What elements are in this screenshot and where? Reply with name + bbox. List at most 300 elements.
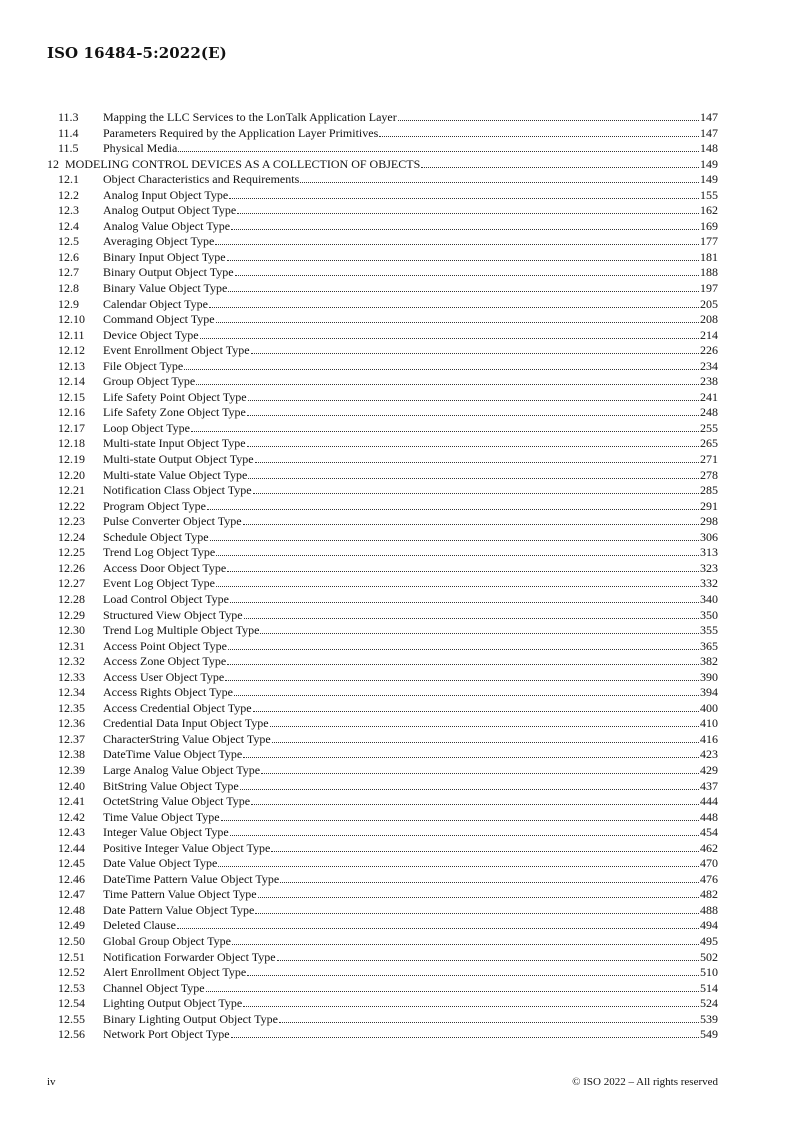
- toc-entry[interactable]: [47, 250, 718, 266]
- toc-dot-leader: [191, 422, 699, 432]
- toc-dot-leader: [253, 484, 699, 494]
- toc-entry-page: 416: [700, 731, 718, 746]
- page-number: iv: [47, 1076, 56, 1088]
- toc-entry[interactable]: [47, 561, 718, 577]
- toc-entry-number: 12: [47, 156, 59, 171]
- toc-dot-leader: [216, 577, 699, 587]
- toc-dot-leader: [216, 313, 699, 323]
- toc-dot-leader: [228, 640, 699, 650]
- toc-entry[interactable]: [47, 141, 718, 157]
- toc-entry-title: Life Safety Point Object Type: [103, 389, 247, 404]
- toc-entry-title: Binary Input Object Type: [103, 249, 226, 264]
- toc-dot-leader: [260, 624, 699, 634]
- toc-entry-page: 400: [700, 700, 718, 715]
- toc-dot-leader: [231, 220, 699, 230]
- toc-dot-leader: [227, 251, 699, 261]
- toc-entry-title: Averaging Object Type: [103, 234, 215, 249]
- toc-entry-number: 12.46: [58, 871, 85, 886]
- toc-entry-page: 470: [700, 856, 718, 871]
- toc-dot-leader: [261, 764, 699, 774]
- toc-entry-title: Notification Forwarder Object Type: [103, 949, 276, 964]
- toc-entry-number: 12.39: [58, 762, 85, 777]
- toc-entry-number: 12.55: [58, 1011, 85, 1026]
- toc-entry-number: 12.7: [58, 265, 79, 280]
- toc-entry-page: 278: [700, 467, 718, 482]
- toc-dot-leader: [247, 966, 699, 976]
- toc-entry-number: 12.2: [58, 187, 79, 202]
- toc-entry-page: 355: [700, 623, 718, 638]
- toc-entry-page: 494: [700, 918, 718, 933]
- toc-entry-page: 147: [700, 110, 718, 124]
- toc-entry-page: 444: [700, 794, 718, 809]
- toc-entry-title: Large Analog Value Object Type: [103, 762, 261, 777]
- toc-entry[interactable]: [47, 608, 718, 624]
- toc-entry-number: 12.9: [58, 296, 79, 311]
- toc-entry-page: 255: [700, 420, 718, 435]
- toc-entry-title: Access Door Object Type: [103, 560, 227, 575]
- toc-entry-number: 12.47: [58, 887, 85, 902]
- toc-dot-leader: [200, 329, 699, 339]
- toc-entry-page: 181: [700, 249, 718, 264]
- toc-entry[interactable]: [47, 281, 718, 297]
- toc-entry-page: 313: [700, 545, 718, 560]
- toc-entry-title: Deleted Clause: [103, 918, 176, 933]
- toc-entry-number: 12.6: [58, 249, 79, 264]
- toc-dot-leader: [206, 982, 699, 992]
- toc-entry-page: 241: [700, 389, 718, 404]
- toc-dot-leader: [248, 469, 699, 479]
- toc-entry-number: 12.35: [58, 700, 85, 715]
- toc-entry[interactable]: [47, 732, 718, 748]
- toc-entry-title: Trend Log Object Type: [103, 545, 216, 560]
- toc-entry-number: 12.24: [58, 529, 85, 544]
- toc-entry[interactable]: [47, 328, 718, 344]
- toc-entry-title: Date Value Object Type: [103, 856, 218, 871]
- toc-entry-title: Network Port Object Type: [103, 1027, 230, 1042]
- toc-entry-title: Device Object Type: [103, 327, 199, 342]
- toc-entry[interactable]: [47, 934, 718, 950]
- toc-entry[interactable]: [47, 483, 718, 499]
- toc-entry-number: 12.16: [58, 405, 85, 420]
- toc-dot-leader: [253, 702, 699, 712]
- toc-entry-title: Positive Integer Value Object Type: [103, 840, 271, 855]
- toc-entry-page: 365: [700, 638, 718, 653]
- toc-entry-number: 12.11: [58, 327, 85, 342]
- toc-entry-number: 12.50: [58, 933, 85, 948]
- toc-entry-page: 265: [700, 436, 718, 451]
- toc-entry-number: 12.48: [58, 902, 85, 917]
- toc-entry-number: 12.33: [58, 669, 85, 684]
- toc-entry-title: Multi-state Output Object Type: [103, 452, 254, 467]
- toc-entry[interactable]: [47, 670, 718, 686]
- toc-entry[interactable]: [47, 545, 718, 561]
- toc-dot-leader: [177, 919, 699, 929]
- toc-entry-number: 12.32: [58, 654, 85, 669]
- toc-entry[interactable]: [47, 452, 718, 468]
- toc-entry-page: 437: [700, 778, 718, 793]
- toc-dot-leader: [232, 935, 699, 945]
- toc-entry-title: Object Characteristics and Requirements: [103, 172, 300, 187]
- toc-dot-leader: [221, 811, 699, 821]
- toc-entry-number: 12.14: [58, 374, 85, 389]
- toc-dot-leader: [230, 826, 699, 836]
- toc-entry-page: 208: [700, 312, 718, 327]
- toc-entry-page: 332: [700, 576, 718, 591]
- toc-entry[interactable]: [47, 639, 718, 655]
- toc-entry[interactable]: [47, 872, 718, 888]
- toc-entry-title: Load Control Object Type: [103, 591, 229, 606]
- toc-entry-number: 12.27: [58, 576, 85, 591]
- toc-entry[interactable]: [47, 794, 718, 810]
- toc-entry[interactable]: [47, 996, 718, 1012]
- toc-dot-leader: [258, 888, 699, 898]
- toc-dot-leader: [247, 437, 699, 447]
- toc-dot-leader: [300, 173, 699, 183]
- toc-dot-leader: [237, 204, 699, 214]
- toc-entry-title: Time Value Object Type: [103, 809, 220, 824]
- toc-dot-leader: [255, 453, 699, 463]
- toc-entry-number: 12.18: [58, 436, 85, 451]
- toc-entry[interactable]: [47, 623, 718, 639]
- toc-entry[interactable]: [47, 856, 718, 872]
- toc-entry-page: 188: [700, 265, 718, 280]
- toc-entry-title: Multi-state Input Object Type: [103, 436, 246, 451]
- toc-entry-number: 12.29: [58, 607, 85, 622]
- toc-entry-page: 510: [700, 965, 718, 980]
- toc-entry-number: 12.44: [58, 840, 85, 855]
- toc-entry-number: 12.49: [58, 918, 85, 933]
- toc-entry[interactable]: [47, 981, 718, 997]
- toc-entry-title: DateTime Value Object Type: [103, 747, 243, 762]
- toc-entry-page: 177: [700, 234, 718, 249]
- toc-entry-page: 514: [700, 980, 718, 995]
- toc-entry[interactable]: [47, 126, 718, 142]
- toc-entry-page: 476: [700, 871, 718, 886]
- toc-entry-title: Mapping the LLC Services to the LonTalk Application Layer: [103, 110, 397, 124]
- toc-entry[interactable]: [47, 841, 718, 857]
- toc-entry[interactable]: [47, 172, 718, 188]
- toc-entry-number: 12.41: [58, 794, 85, 809]
- toc-entry-number: 12.30: [58, 623, 85, 638]
- toc-entry[interactable]: [47, 887, 718, 903]
- toc-entry-title: Integer Value Object Type: [103, 825, 229, 840]
- toc-entry[interactable]: [47, 219, 718, 235]
- toc-entry-title: Analog Value Object Type: [103, 218, 231, 233]
- toc-entry-page: 539: [700, 1011, 718, 1026]
- toc-entry-page: 271: [700, 452, 718, 467]
- toc-entry-page: 390: [700, 669, 718, 684]
- toc-dot-leader: [230, 593, 699, 603]
- toc-entry[interactable]: [47, 390, 718, 406]
- toc-entry-number: 12.1: [58, 172, 79, 187]
- toc-entry-number: 12.54: [58, 996, 85, 1011]
- toc-entry[interactable]: [47, 950, 718, 966]
- toc-dot-leader: [255, 904, 699, 914]
- toc-entry-number: 12.5: [58, 234, 79, 249]
- toc-entry-page: 149: [700, 156, 718, 171]
- toc-dot-leader: [227, 655, 699, 665]
- toc-entry[interactable]: [47, 1012, 718, 1028]
- toc-entry-title: Structured View Object Type: [103, 607, 243, 622]
- toc-entry-number: 12.51: [58, 949, 85, 964]
- toc-dot-leader: [244, 609, 699, 619]
- toc-dot-leader: [243, 515, 699, 525]
- toc-entry-page: 462: [700, 840, 718, 855]
- toc-entry-number: 12.21: [58, 483, 85, 498]
- toc-entry-number: 12.42: [58, 809, 85, 824]
- toc-entry-title: BitString Value Object Type: [103, 778, 239, 793]
- toc-entry-page: 162: [700, 203, 718, 218]
- toc-entry-title: Access Rights Object Type: [103, 685, 233, 700]
- toc-dot-leader: [272, 733, 699, 743]
- toc-dot-leader: [279, 1013, 699, 1023]
- toc-dot-leader: [231, 1028, 699, 1038]
- toc-entry-title: CharacterString Value Object Type: [103, 731, 271, 746]
- toc-entry-title: Command Object Type: [103, 312, 215, 327]
- toc-entry[interactable]: [47, 499, 718, 515]
- toc-entry-title: Parameters Required by the Application Layer Primitives: [103, 125, 379, 140]
- toc-entry-title: Access Point Object Type: [103, 638, 227, 653]
- toc-entry[interactable]: [47, 825, 718, 841]
- toc-entry-number: 12.31: [58, 638, 85, 653]
- toc-entry-number: 12.15: [58, 389, 85, 404]
- toc-dot-leader: [196, 375, 699, 385]
- toc-entry-page: 226: [700, 343, 718, 358]
- toc-dot-leader: [251, 795, 699, 805]
- toc-entry-page: 482: [700, 887, 718, 902]
- toc-dot-leader: [247, 406, 699, 416]
- toc-dot-leader: [398, 111, 699, 121]
- toc-entry[interactable]: [47, 903, 718, 919]
- toc-entry-page: 148: [700, 141, 718, 156]
- toc-entry-page: 298: [700, 514, 718, 529]
- toc-entry[interactable]: [47, 436, 718, 452]
- page-footer: [47, 1076, 718, 1088]
- toc-entry[interactable]: [47, 1027, 718, 1043]
- toc-entry-number: 12.52: [58, 965, 85, 980]
- toc-entry-page: 394: [700, 685, 718, 700]
- toc-entry-number: 12.34: [58, 685, 85, 700]
- toc-entry[interactable]: [47, 701, 718, 717]
- toc-dot-leader: [270, 717, 699, 727]
- toc-entry-title: Alert Enrollment Object Type: [103, 965, 247, 980]
- toc-entry[interactable]: [47, 654, 718, 670]
- toc-dot-leader: [215, 235, 699, 245]
- toc-entry-number: 11.5: [58, 141, 79, 156]
- toc-entry-number: 12.45: [58, 856, 85, 871]
- toc-entry[interactable]: [47, 747, 718, 763]
- toc-entry[interactable]: [47, 716, 718, 732]
- toc-entry-number: 12.37: [58, 731, 85, 746]
- toc-entry[interactable]: [47, 234, 718, 250]
- toc-entry-page: 323: [700, 560, 718, 575]
- toc-entry-page: 454: [700, 825, 718, 840]
- toc-entry-title: Life Safety Zone Object Type: [103, 405, 246, 420]
- toc-entry-number: 12.36: [58, 716, 85, 731]
- toc-dot-leader: [227, 562, 699, 572]
- toc-entry-title: Binary Output Object Type: [103, 265, 234, 280]
- toc-entry[interactable]: [47, 468, 718, 484]
- toc-entry[interactable]: [47, 763, 718, 779]
- toc-entry[interactable]: [47, 530, 718, 546]
- toc-entry[interactable]: [47, 297, 718, 313]
- toc-entry-number: 11.4: [58, 125, 79, 140]
- toc-entry-number: 12.56: [58, 1027, 85, 1042]
- toc-entry-page: 306: [700, 529, 718, 544]
- toc-entry-page: 524: [700, 996, 718, 1011]
- toc-dot-leader: [248, 391, 699, 401]
- toc-entry-title: MODELING CONTROL DEVICES AS A COLLECTION OF OBJECTS: [65, 156, 421, 171]
- toc-entry-title: Notification Class Object Type: [103, 483, 252, 498]
- toc-dot-leader: [234, 686, 699, 696]
- toc-entry[interactable]: [47, 576, 718, 592]
- toc-entry-title: Binary Value Object Type: [103, 281, 228, 296]
- toc-dot-leader: [421, 158, 699, 168]
- toc-entry-title: Channel Object Type: [103, 980, 205, 995]
- toc-entry[interactable]: [47, 514, 718, 530]
- toc-entry-title: Credential Data Input Object Type: [103, 716, 269, 731]
- toc-entry[interactable]: [47, 965, 718, 981]
- toc-entry-page: 197: [700, 281, 718, 296]
- toc-entry-title: Binary Lighting Output Object Type: [103, 1011, 278, 1026]
- toc-entry[interactable]: [47, 405, 718, 421]
- toc-entry-title: Trend Log Multiple Object Type: [103, 623, 260, 638]
- toc-dot-leader: [225, 671, 699, 681]
- toc-entry[interactable]: [47, 592, 718, 608]
- toc-entry[interactable]: [47, 110, 718, 126]
- toc-entry-page: 340: [700, 591, 718, 606]
- toc-entry-number: 12.22: [58, 498, 85, 513]
- toc-entry-title: Analog Output Object Type: [103, 203, 237, 218]
- toc-entry-page: 149: [700, 172, 718, 187]
- toc-entry[interactable]: [47, 918, 718, 934]
- toc-entry[interactable]: [47, 203, 718, 219]
- toc-entry-page: 248: [700, 405, 718, 420]
- toc-entry-page: 410: [700, 716, 718, 731]
- toc-entry-number: 12.10: [58, 312, 85, 327]
- toc-entry-title: Date Pattern Value Object Type: [103, 902, 255, 917]
- toc-entry[interactable]: [47, 421, 718, 437]
- toc-dot-leader: [277, 951, 699, 961]
- toc-dot-leader: [178, 142, 699, 152]
- toc-entry[interactable]: [47, 374, 718, 390]
- toc-entry-page: 291: [700, 498, 718, 513]
- toc-entry-title: Access Credential Object Type: [103, 700, 252, 715]
- toc-entry-title: Lighting Output Object Type: [103, 996, 243, 1011]
- toc-entry[interactable]: [47, 685, 718, 701]
- toc-dot-leader: [209, 298, 699, 308]
- toc-dot-leader: [216, 546, 699, 556]
- toc-entry-title: Program Object Type: [103, 498, 206, 513]
- toc-entry-number: 12.19: [58, 452, 85, 467]
- toc-entry-page: 155: [700, 187, 718, 202]
- copyright-notice: © ISO 2022 – All rights reserved: [572, 1076, 718, 1088]
- toc-entry-title: Multi-state Value Object Type: [103, 467, 248, 482]
- toc-entry-number: 11.3: [58, 110, 79, 124]
- toc-entry-title: Time Pattern Value Object Type: [103, 887, 257, 902]
- toc-entry-page: 423: [700, 747, 718, 762]
- toc-entry[interactable]: [47, 188, 718, 204]
- document-id: ISO 16484-5:2022(E): [47, 44, 227, 62]
- toc-dot-leader: [243, 748, 699, 758]
- toc-entry-number: 12.40: [58, 778, 85, 793]
- toc-dot-leader: [240, 780, 699, 790]
- toc-entry[interactable]: [47, 343, 718, 359]
- toc-entry-number: 12.28: [58, 591, 85, 606]
- toc-entry-number: 12.17: [58, 420, 85, 435]
- toc-entry[interactable]: [47, 810, 718, 826]
- toc-entry-title: DateTime Pattern Value Object Type: [103, 871, 280, 886]
- toc-entry-page: 495: [700, 933, 718, 948]
- toc-entry-number: 12.13: [58, 358, 85, 373]
- toc-dot-leader: [235, 266, 699, 276]
- toc-entry-title: Group Object Type: [103, 374, 196, 389]
- toc-dot-leader: [229, 189, 699, 199]
- toc-entry[interactable]: [47, 359, 718, 375]
- toc-entry-number: 12.3: [58, 203, 79, 218]
- toc-entry-number: 12.53: [58, 980, 85, 995]
- toc-entry-title: Pulse Converter Object Type: [103, 514, 242, 529]
- toc-dot-leader: [379, 127, 699, 137]
- toc-dot-leader: [184, 360, 699, 370]
- toc-entry-number: 12.25: [58, 545, 85, 560]
- toc-entry-title: OctetString Value Object Type: [103, 794, 251, 809]
- toc-entry-page: 147: [700, 125, 718, 140]
- toc-entry-number: 12.8: [58, 281, 79, 296]
- toc-dot-leader: [218, 857, 699, 867]
- toc-dot-leader: [243, 997, 699, 1007]
- toc-entry-page: 234: [700, 358, 718, 373]
- toc-entry-number: 12.20: [58, 467, 85, 482]
- toc-entry-title: Event Enrollment Object Type: [103, 343, 250, 358]
- toc-entry-page: 238: [700, 374, 718, 389]
- toc-entry-title: Access Zone Object Type: [103, 654, 227, 669]
- toc-entry-number: 12.26: [58, 560, 85, 575]
- toc-entry-page: 448: [700, 809, 718, 824]
- toc-dot-leader: [210, 531, 699, 541]
- toc-entry-page: 169: [700, 218, 718, 233]
- toc-entry-title: Loop Object Type: [103, 420, 190, 435]
- toc-entry-title: File Object Type: [103, 358, 184, 373]
- toc-entry-number: 12.23: [58, 514, 85, 529]
- toc-dot-leader: [271, 842, 699, 852]
- toc-entry-page: 285: [700, 483, 718, 498]
- toc-entry-page: 214: [700, 327, 718, 342]
- toc-entry-title: Physical Media: [103, 141, 178, 156]
- toc-entry-page: 502: [700, 949, 718, 964]
- toc-entry-title: Access User Object Type: [103, 669, 225, 684]
- toc-entry-page: 429: [700, 762, 718, 777]
- table-of-contents: [47, 110, 718, 1043]
- toc-entry-title: Calendar Object Type: [103, 296, 208, 311]
- toc-dot-leader: [207, 500, 699, 510]
- toc-entry-number: 12.43: [58, 825, 85, 840]
- toc-entry-page: 549: [700, 1027, 718, 1042]
- toc-entry-page: 205: [700, 296, 718, 311]
- toc-entry-title: Event Log Object Type: [103, 576, 215, 591]
- toc-entry-page: 350: [700, 607, 718, 622]
- toc-dot-leader: [280, 873, 699, 883]
- toc-dot-leader: [228, 282, 699, 292]
- toc-entry-title: Analog Input Object Type: [103, 187, 229, 202]
- toc-entry[interactable]: [47, 779, 718, 795]
- toc-entry-number: 12.4: [58, 218, 79, 233]
- toc-entry-page: 488: [700, 902, 718, 917]
- toc-entry[interactable]: [47, 265, 718, 281]
- toc-entry[interactable]: [47, 312, 718, 328]
- toc-dot-leader: [251, 344, 699, 354]
- toc-entry[interactable]: [47, 157, 718, 173]
